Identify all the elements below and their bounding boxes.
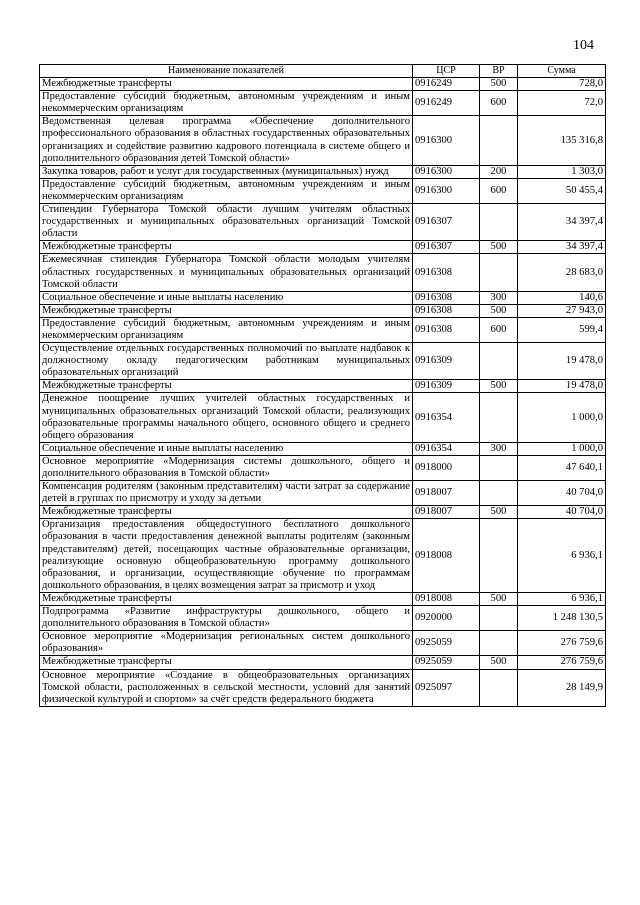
table-row — [40, 669, 606, 706]
cell-vr — [480, 669, 518, 706]
cell-vr — [480, 116, 518, 165]
table-row — [40, 519, 606, 593]
table-row — [40, 165, 606, 178]
cell-name: Межбюджетные трансферты — [40, 78, 413, 91]
table-row — [40, 380, 606, 393]
cell-csr: 0916300 — [413, 165, 480, 178]
cell-csr: 0925059 — [413, 656, 480, 669]
table-row — [40, 291, 606, 304]
cell-vr — [480, 455, 518, 480]
cell-csr: 0918008 — [413, 519, 480, 593]
cell-sum: 47 640,1 — [518, 455, 606, 480]
cell-sum: 34 397,4 — [518, 204, 606, 241]
table-row — [40, 656, 606, 669]
table-row — [40, 455, 606, 480]
cell-name: Межбюджетные трансферты — [40, 241, 413, 254]
cell-name: Предоставление субсидий бюджетным, автономным учреждениям и иным некоммерческим организациям — [40, 317, 413, 342]
cell-vr: 500 — [480, 380, 518, 393]
cell-vr — [480, 343, 518, 380]
cell-sum: 50 455,4 — [518, 178, 606, 203]
cell-csr: 0925059 — [413, 631, 480, 656]
cell-name: Межбюджетные трансферты — [40, 304, 413, 317]
cell-vr: 200 — [480, 165, 518, 178]
cell-name: Ведомственная целевая программа «Обеспечение дополнительного профессионального образования в областных государственных образовательных организациях и содействие развитию кадрового потенциала в системе общего и дополнительного образования детей Томской области» — [40, 116, 413, 165]
table-row — [40, 116, 606, 165]
cell-sum: 40 704,0 — [518, 506, 606, 519]
cell-vr — [480, 519, 518, 593]
table-row — [40, 506, 606, 519]
cell-csr: 0918007 — [413, 506, 480, 519]
cell-name: Межбюджетные трансферты — [40, 506, 413, 519]
cell-name: Осуществление отдельных государственных полномочий по выплате надбавок к должностному окладу педагогическим работникам муниципальных образовательных организаций — [40, 343, 413, 380]
cell-name: Межбюджетные трансферты — [40, 656, 413, 669]
cell-sum: 1 000,0 — [518, 393, 606, 442]
header-vr: ВР — [480, 65, 518, 78]
cell-vr: 500 — [480, 656, 518, 669]
cell-name: Денежное поощрение лучших учителей областных государственных и муниципальных образовательных организаций Томской области, реализующих образовательные программы начального общего, основного общего и среднего общего образования — [40, 393, 413, 442]
cell-vr: 300 — [480, 291, 518, 304]
cell-vr — [480, 481, 518, 506]
cell-csr: 0916307 — [413, 204, 480, 241]
header-sum: Сумма — [518, 65, 606, 78]
cell-name: Подпрограмма «Развитие инфраструктуры дошкольного, общего и дополнительного образования в Томской области» — [40, 606, 413, 631]
cell-sum: 19 478,0 — [518, 343, 606, 380]
cell-vr — [480, 254, 518, 291]
table-body — [40, 78, 606, 707]
cell-vr: 600 — [480, 317, 518, 342]
cell-name: Межбюджетные трансферты — [40, 592, 413, 605]
cell-vr: 600 — [480, 91, 518, 116]
budget-table — [39, 64, 606, 707]
cell-csr: 0916309 — [413, 380, 480, 393]
table-row — [40, 254, 606, 291]
header-name: Наименование показателей — [40, 65, 413, 78]
cell-sum: 72,0 — [518, 91, 606, 116]
cell-sum: 19 478,0 — [518, 380, 606, 393]
cell-vr: 500 — [480, 241, 518, 254]
cell-csr: 0918007 — [413, 481, 480, 506]
cell-name: Социальное обеспечение и иные выплаты населению — [40, 442, 413, 455]
cell-sum: 34 397,4 — [518, 241, 606, 254]
table-row — [40, 606, 606, 631]
page-number: 104 — [573, 38, 594, 53]
cell-csr: 0916307 — [413, 241, 480, 254]
cell-csr: 0916249 — [413, 78, 480, 91]
cell-name: Основное мероприятие «Модернизация системы дошкольного, общего и дополнительного образования в Томской области» — [40, 455, 413, 480]
cell-sum: 28 149,9 — [518, 669, 606, 706]
table-row — [40, 204, 606, 241]
cell-name: Основное мероприятие «Создание в общеобразовательных организациях Томской области, расположенных в сельской местности, условий для занятий физической культурой и спортом» за счёт средств федерального бюджета — [40, 669, 413, 706]
cell-sum: 6 936,1 — [518, 592, 606, 605]
cell-vr — [480, 606, 518, 631]
cell-sum: 1 000,0 — [518, 442, 606, 455]
cell-vr — [480, 204, 518, 241]
table-header-row — [40, 65, 606, 78]
cell-vr: 500 — [480, 592, 518, 605]
cell-csr: 0925097 — [413, 669, 480, 706]
cell-sum: 1 303,0 — [518, 165, 606, 178]
cell-name: Организация предоставления общедоступного бесплатного дошкольного образования в части предоставления денежной выплаты родителям (законным представителям) детей, посещающих частные образовательные организации, реализующие основную общеобразовательную программу дошкольного образования, и организации, осуществляющие обучение по программам дошкольного образования, в целях возмещения затрат за присмотр и уход — [40, 519, 413, 593]
cell-sum: 27 943,0 — [518, 304, 606, 317]
cell-csr: 0916300 — [413, 116, 480, 165]
table-row — [40, 442, 606, 455]
table-row — [40, 304, 606, 317]
cell-csr: 0916354 — [413, 442, 480, 455]
cell-name: Стипендии Губернатора Томской области лучшим учителям областных государственных и муниципальных образовательных организаций Томской области — [40, 204, 413, 241]
cell-vr: 300 — [480, 442, 518, 455]
cell-vr: 600 — [480, 178, 518, 203]
cell-vr — [480, 631, 518, 656]
cell-name: Закупка товаров, работ и услуг для государственных (муниципальных) нужд — [40, 165, 413, 178]
cell-name: Предоставление субсидий бюджетным, автономным учреждениям и иным некоммерческим организациям — [40, 178, 413, 203]
cell-sum: 40 704,0 — [518, 481, 606, 506]
cell-name: Компенсация родителям (законным представителям) части затрат за содержание детей в группах по присмотру и уходу за детьми — [40, 481, 413, 506]
table-row — [40, 631, 606, 656]
cell-sum: 6 936,1 — [518, 519, 606, 593]
cell-csr: 0916300 — [413, 178, 480, 203]
cell-sum: 1 248 130,5 — [518, 606, 606, 631]
cell-csr: 0916249 — [413, 91, 480, 116]
cell-sum: 140,6 — [518, 291, 606, 304]
cell-csr: 0916354 — [413, 393, 480, 442]
table-row — [40, 343, 606, 380]
cell-name: Основное мероприятие «Модернизация региональных систем дошкольного образования» — [40, 631, 413, 656]
cell-csr: 0916308 — [413, 291, 480, 304]
table-row — [40, 592, 606, 605]
cell-sum: 135 316,8 — [518, 116, 606, 165]
cell-vr — [480, 393, 518, 442]
cell-csr: 0920000 — [413, 606, 480, 631]
cell-csr: 0916308 — [413, 254, 480, 291]
cell-sum: 276 759,6 — [518, 631, 606, 656]
table-row — [40, 317, 606, 342]
table-row — [40, 178, 606, 203]
cell-vr: 500 — [480, 78, 518, 91]
cell-sum: 728,0 — [518, 78, 606, 91]
cell-name: Социальное обеспечение и иные выплаты населению — [40, 291, 413, 304]
header-csr: ЦСР — [413, 65, 480, 78]
cell-name: Ежемесячная стипендия Губернатора Томской области молодым учителям областных государственных и муниципальных образовательных организаций Томской области — [40, 254, 413, 291]
table-row — [40, 241, 606, 254]
table-row — [40, 91, 606, 116]
cell-csr: 0918000 — [413, 455, 480, 480]
cell-name: Предоставление субсидий бюджетным, автономным учреждениям и иным некоммерческим организациям — [40, 91, 413, 116]
cell-vr: 500 — [480, 304, 518, 317]
table-row — [40, 78, 606, 91]
cell-sum: 276 759,6 — [518, 656, 606, 669]
cell-sum: 599,4 — [518, 317, 606, 342]
table-row — [40, 481, 606, 506]
cell-csr: 0916309 — [413, 343, 480, 380]
cell-sum: 28 683,0 — [518, 254, 606, 291]
cell-name: Межбюджетные трансферты — [40, 380, 413, 393]
cell-csr: 0918008 — [413, 592, 480, 605]
cell-csr: 0916308 — [413, 304, 480, 317]
cell-csr: 0916308 — [413, 317, 480, 342]
cell-vr: 500 — [480, 506, 518, 519]
table-row — [40, 393, 606, 442]
